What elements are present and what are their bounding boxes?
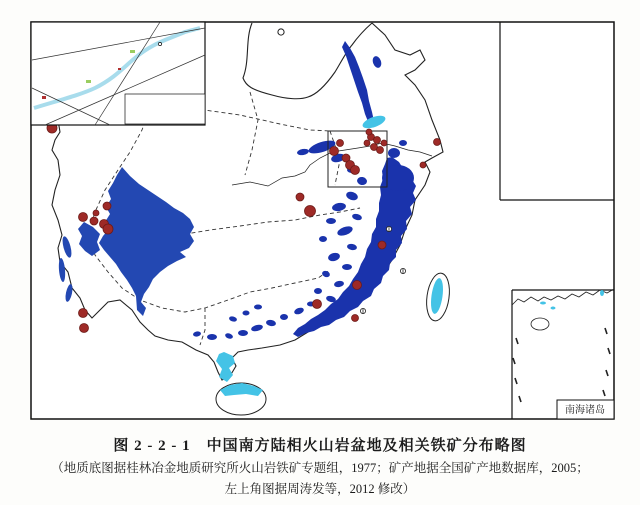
iron-deposit-dot (93, 210, 99, 216)
iron-deposit-dot (313, 300, 322, 309)
iron-deposit-dot (364, 140, 370, 146)
iron-deposit-dot (79, 213, 88, 222)
iron-deposit-dot (296, 193, 304, 201)
iron-deposit-dot (330, 147, 339, 156)
iron-deposit-dot (351, 166, 360, 175)
iron-deposit-dot (305, 206, 316, 217)
iron-deposit-dot (366, 129, 372, 135)
iron-deposit-dot (337, 140, 344, 147)
city-marker (278, 29, 284, 35)
iron-deposit-dot (90, 217, 98, 225)
inset-hainan (531, 318, 549, 330)
city-markers-layer (278, 29, 284, 35)
inset-legend-box (125, 94, 205, 124)
figure-caption-source-1: （地质底图据桂林冶金地质研究所火山岩铁矿专题组，1977；矿产地据全国矿产地数据库，2005； (51, 461, 589, 475)
inset-title: 南海诸岛 (565, 405, 605, 416)
figure-caption-source-2: 左上角图据周涛发等，2012 修改） (224, 482, 416, 496)
iron-deposit-dot (103, 202, 111, 210)
iron-deposit-dot (352, 315, 359, 322)
iron-deposit-dot (378, 241, 386, 249)
iron-deposit-dot (374, 137, 381, 144)
inset-hefei-marker (158, 42, 161, 45)
iron-deposit-dot (420, 162, 426, 168)
iron-deposit-dot (353, 281, 362, 290)
figure-caption-title: 图 2 - 2 - 1 中国南方陆相火山岩盆地及相关铁矿分布略图 (113, 438, 527, 454)
iron-deposit-dot (79, 309, 88, 318)
iron-deposit-dot (381, 140, 387, 146)
iron-deposit-dot (103, 224, 113, 234)
inset-yangtze-belt (31, 22, 205, 125)
iron-deposit-dot (434, 139, 441, 146)
iron-deposit-dot (377, 147, 384, 154)
iron-deposit-dot (80, 324, 89, 333)
